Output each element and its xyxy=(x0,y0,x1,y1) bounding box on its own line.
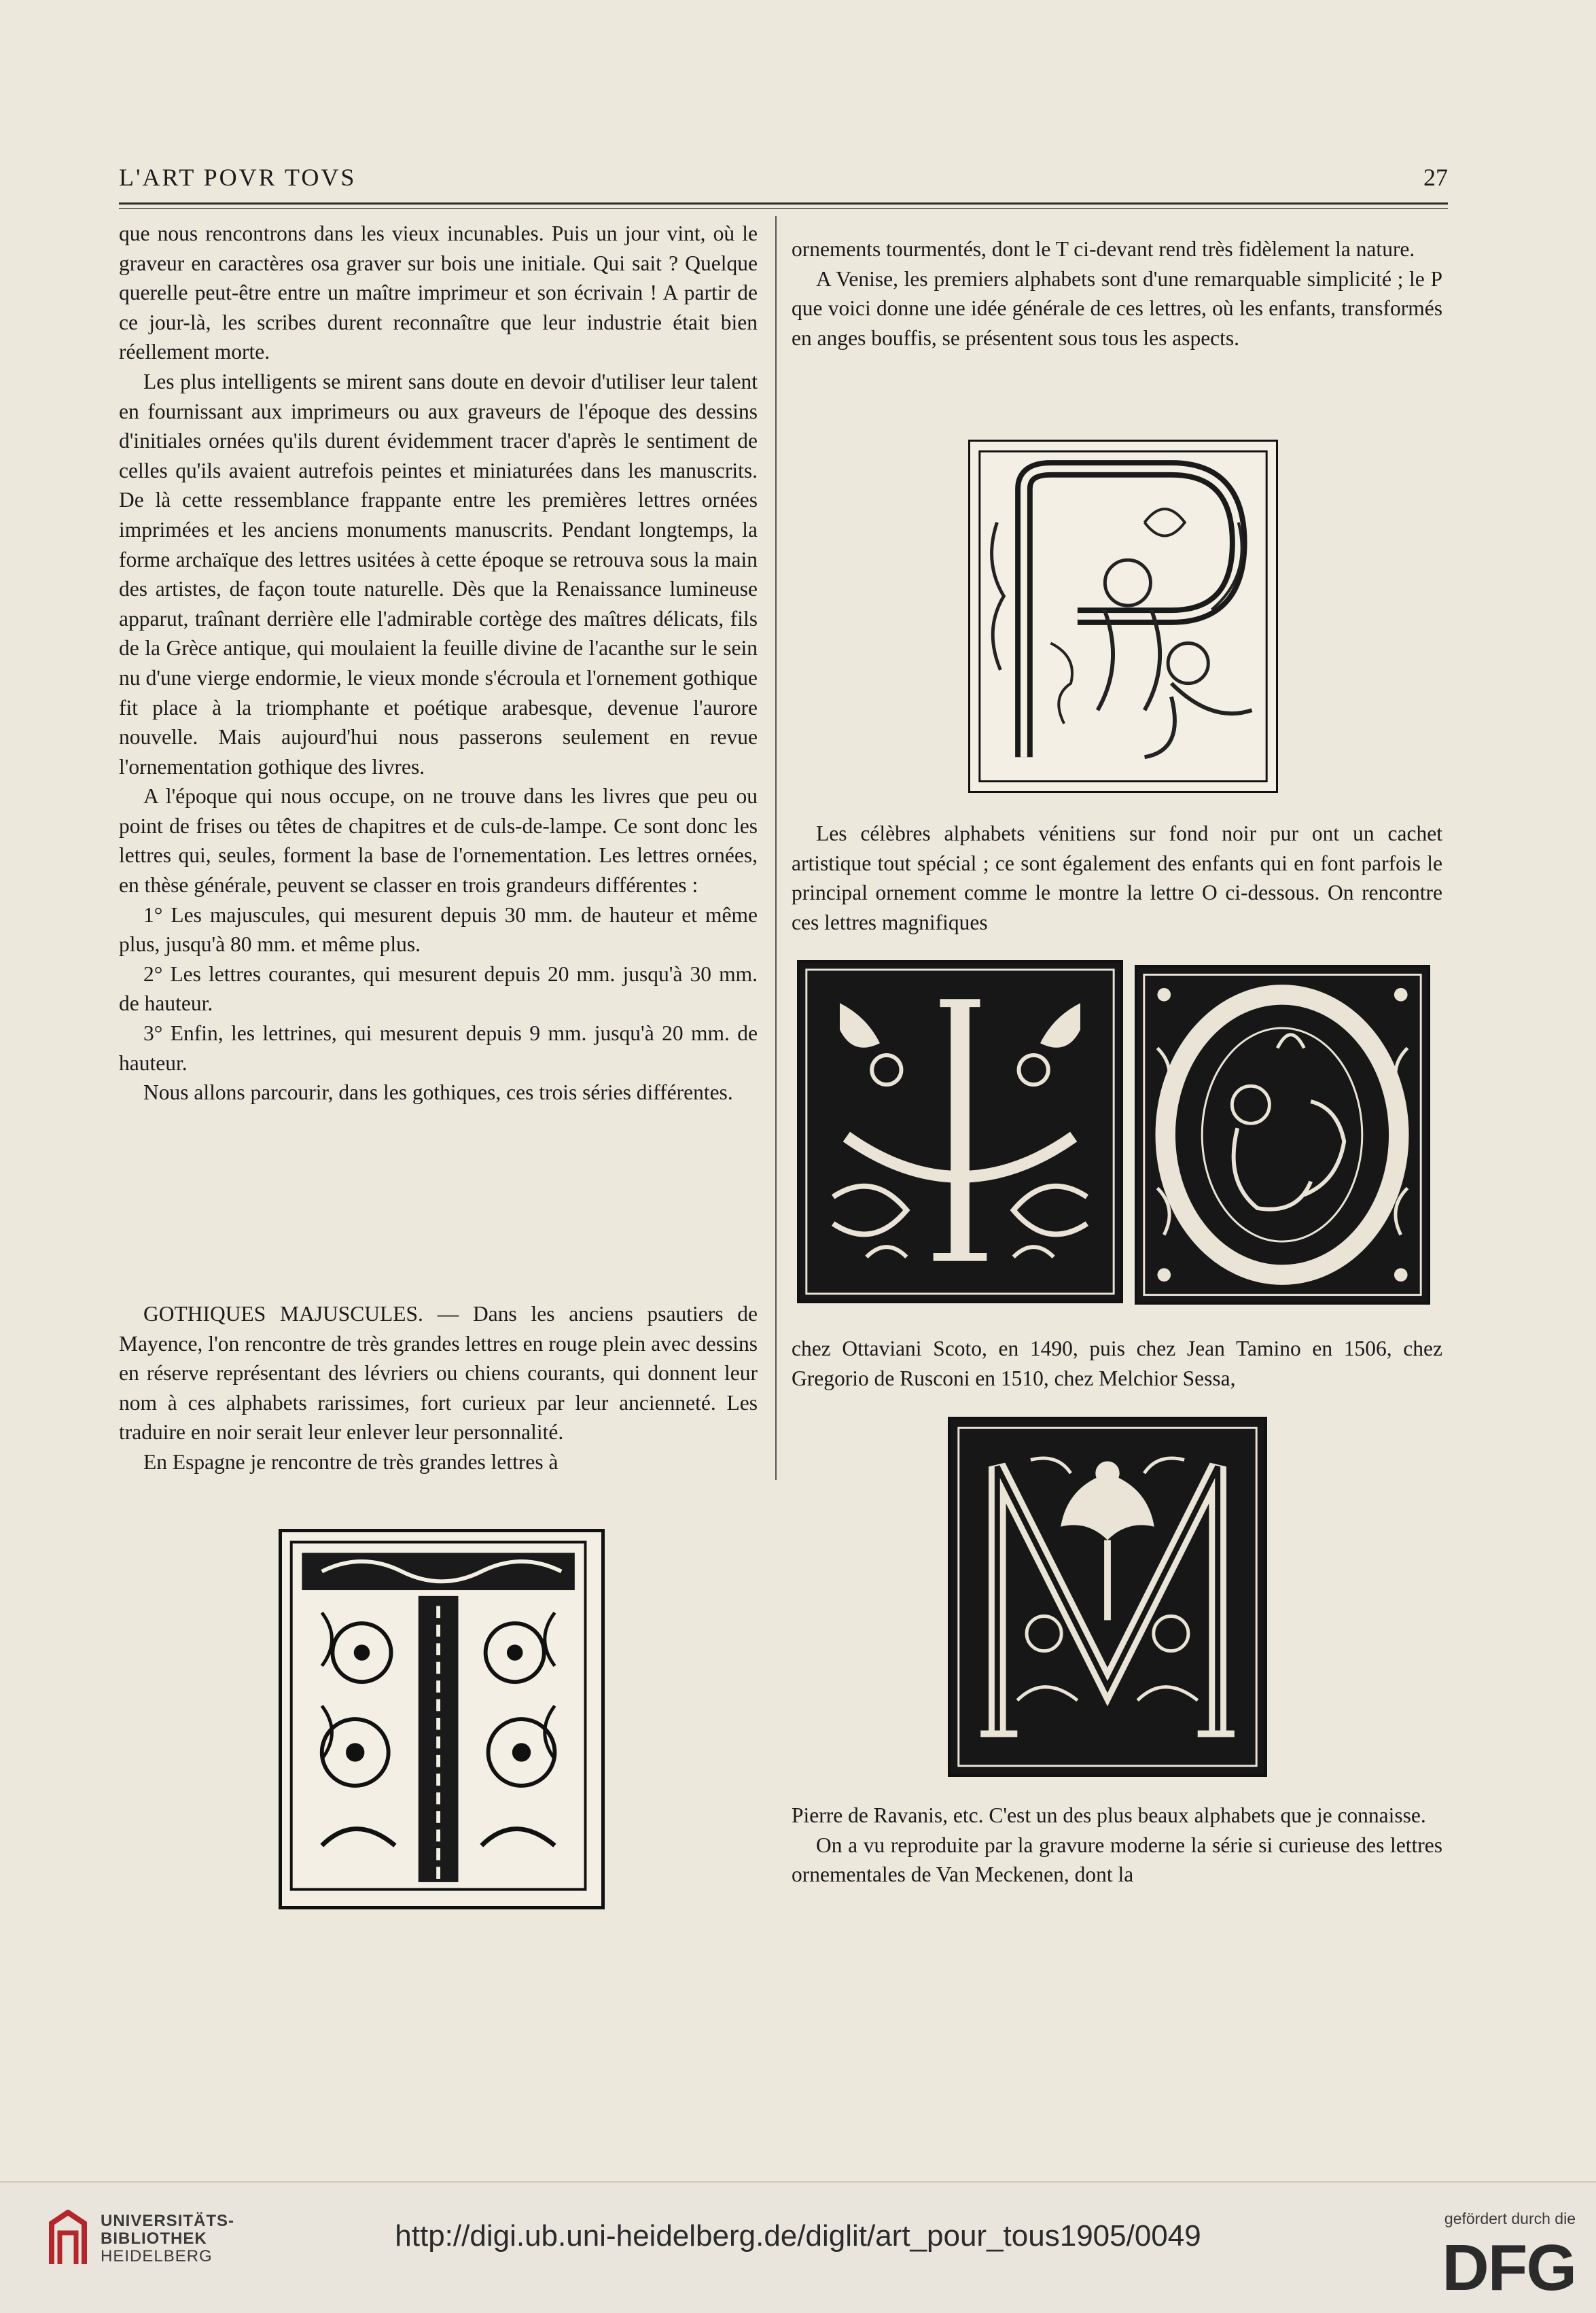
paragraph: A l'époque qui nous occupe, on ne trouve dans les livres que peu ou point de frises ou têtes de chapitres et de culs-de-lampe. Ce sont donc les lettres qui, seules, forment la base de l'ornementation. Les lettres ornées, en thèse générale, peuvent se classer en trois grandeurs différentes : xyxy=(119,784,758,898)
left-column xyxy=(119,219,758,1108)
page-number: 27 xyxy=(1423,164,1448,191)
right-column-block-4 xyxy=(792,1801,1442,1890)
ornamental-initial-t xyxy=(797,960,1123,1303)
section-paragraph: GOTHIQUES MAJUSCULES. — Dans les anciens psautiers de Mayence, l'on rencontre de très grandes lettres en rouge plein avec dessins en réserve représentant des lévriers ou chiens courants, qui donnent leur nom à ces alphabets rarissimes, fort curieux par leur ancienneté. Les traduire en noir serait leur enlever leur personnalité. xyxy=(119,1302,758,1445)
library-line-3: HEIDELBERG xyxy=(101,2247,213,2265)
paragraph: chez Ottaviani Scoto, en 1490, puis chez Jean Tamino en 1506, chez Gregorio de Rusconi en 1510, chez Melchior Sessa, xyxy=(792,1337,1442,1390)
paragraph: Pierre de Ravanis, etc. C'est un des plus beaux alphabets que je connaisse. xyxy=(792,1803,1426,1827)
paragraph: 3° Enfin, les lettrines, qui mesurent depuis 9 mm. jusqu'à 20 mm. de hauteur. xyxy=(119,1021,758,1075)
paragraph: 1° Les majuscules, qui mesurent depuis 30 mm. de hauteur et même plus, jusqu'à 80 mm. et même plus. xyxy=(119,902,758,957)
running-title: L'ART POVR TOVS xyxy=(119,164,357,191)
paragraph: que nous rencontrons dans les vieux incunables. Puis un jour vint, où le graveur en caractères osa graver sur bois une initiale. Qui sait ? Quelque querelle peut-être entre un maître imprimeur et son écrivain ! A partir de ce jour-là, les scribes durent reconnaître que leur industrie était bien réellement morte. xyxy=(119,222,758,364)
paragraph: 2° Les lettres courantes, qui mesurent depuis 20 mm. jusqu'à 30 mm. de hauteur. xyxy=(119,961,758,1016)
running-head xyxy=(119,163,1448,197)
left-column-section xyxy=(119,1299,758,1477)
dfg-logo: DFG xyxy=(1442,2231,1576,2304)
paragraph: ornements tourmentés, dont le T ci-devant rend très fidèlement la nature. xyxy=(792,237,1415,261)
ornamental-initial-m xyxy=(948,1417,1267,1777)
ornamental-initial-p xyxy=(968,440,1278,793)
permalink-url[interactable]: http://digi.ub.uni-heidelberg.de/diglit/art_pour_tous1905/0049 xyxy=(395,2219,1201,2253)
initial-p-engraving xyxy=(970,442,1276,791)
paragraph: Les plus intelligents se mirent sans doute en devoir d'utiliser leur talent en fournissant aux imprimeurs ou aux graveurs de l'époque des dessins d'initiales ornées qu'ils durent évidemment tracer d'après le sentiment de celles qu'ils avaient autrefois peintes et miniaturées dans les manuscrits. De là cette ressemblance frappante entre les premières lettres ornées imprimées et les anciens monuments manuscrits. Pendant longtemps, la forme archaïque des lettres usitées à cette époque se retrouva sous la main des artistes, de façon toute naturelle. Dès que la Renaissance lumineuse apparut, traînant derrière elle l'admirable cortège des maîtres délicats, fils de la Grèce antique, qui moulaient la feuille divine de l'acanthe sur le sein nu d'une vierge endormie, le vieux monde s'écroula et l'ornement gothique fit place à la triomphante et poétique arabesque, devenue l'aurore nouvelle. Mais aujourd'hui nous passerons seulement en revue l'ornementation gothique des livres. xyxy=(119,369,758,779)
paragraph: Nous allons parcourir, dans les gothiques, ces trois séries différentes. xyxy=(143,1080,733,1105)
ornamental-initial-i xyxy=(279,1529,605,1909)
column-divider xyxy=(775,216,777,1480)
paragraph: A Venise, les premiers alphabets sont d'une remarquable simplicité ; le P que voici donne une idée générale de ces lettres, où les enfants, transformés en anges bouffis, se présentent sous tous les aspects. xyxy=(792,266,1442,350)
initial-i-engraving xyxy=(282,1532,601,1906)
header-rule xyxy=(119,202,1448,205)
library-line-1: UNIVERSITÄTS- xyxy=(101,2212,235,2230)
paragraph: Les célèbres alphabets vénitiens sur fond noir pur ont un cachet artistique tout spécial ; ce sont également des enfants qui en font parfois le principal ornement comme le montre la lettre O ci-dessous. On rencontre ces lettres magnifiques xyxy=(792,822,1442,934)
paragraph: En Espagne je rencontre de très grandes lettres à xyxy=(143,1449,558,1474)
library-line-2: BIBLIOTHEK xyxy=(101,2229,207,2248)
initial-o-engraving xyxy=(1137,968,1427,1302)
right-column-block-3 xyxy=(792,1334,1442,1393)
initial-m-engraving xyxy=(951,1419,1264,1774)
right-column-block-2 xyxy=(792,819,1442,937)
initial-t-engraving xyxy=(800,963,1120,1301)
funded-by-label: gefördert durch die xyxy=(1444,2210,1576,2227)
ornamental-initial-o xyxy=(1135,965,1430,1305)
paragraph: On a vu reproduite par la gravure moderne la série si curieuse des lettres ornementales de Van Meckenen, dont la xyxy=(792,1833,1442,1887)
header-rule-thin xyxy=(119,208,1448,209)
right-column-block-1 xyxy=(792,234,1442,353)
